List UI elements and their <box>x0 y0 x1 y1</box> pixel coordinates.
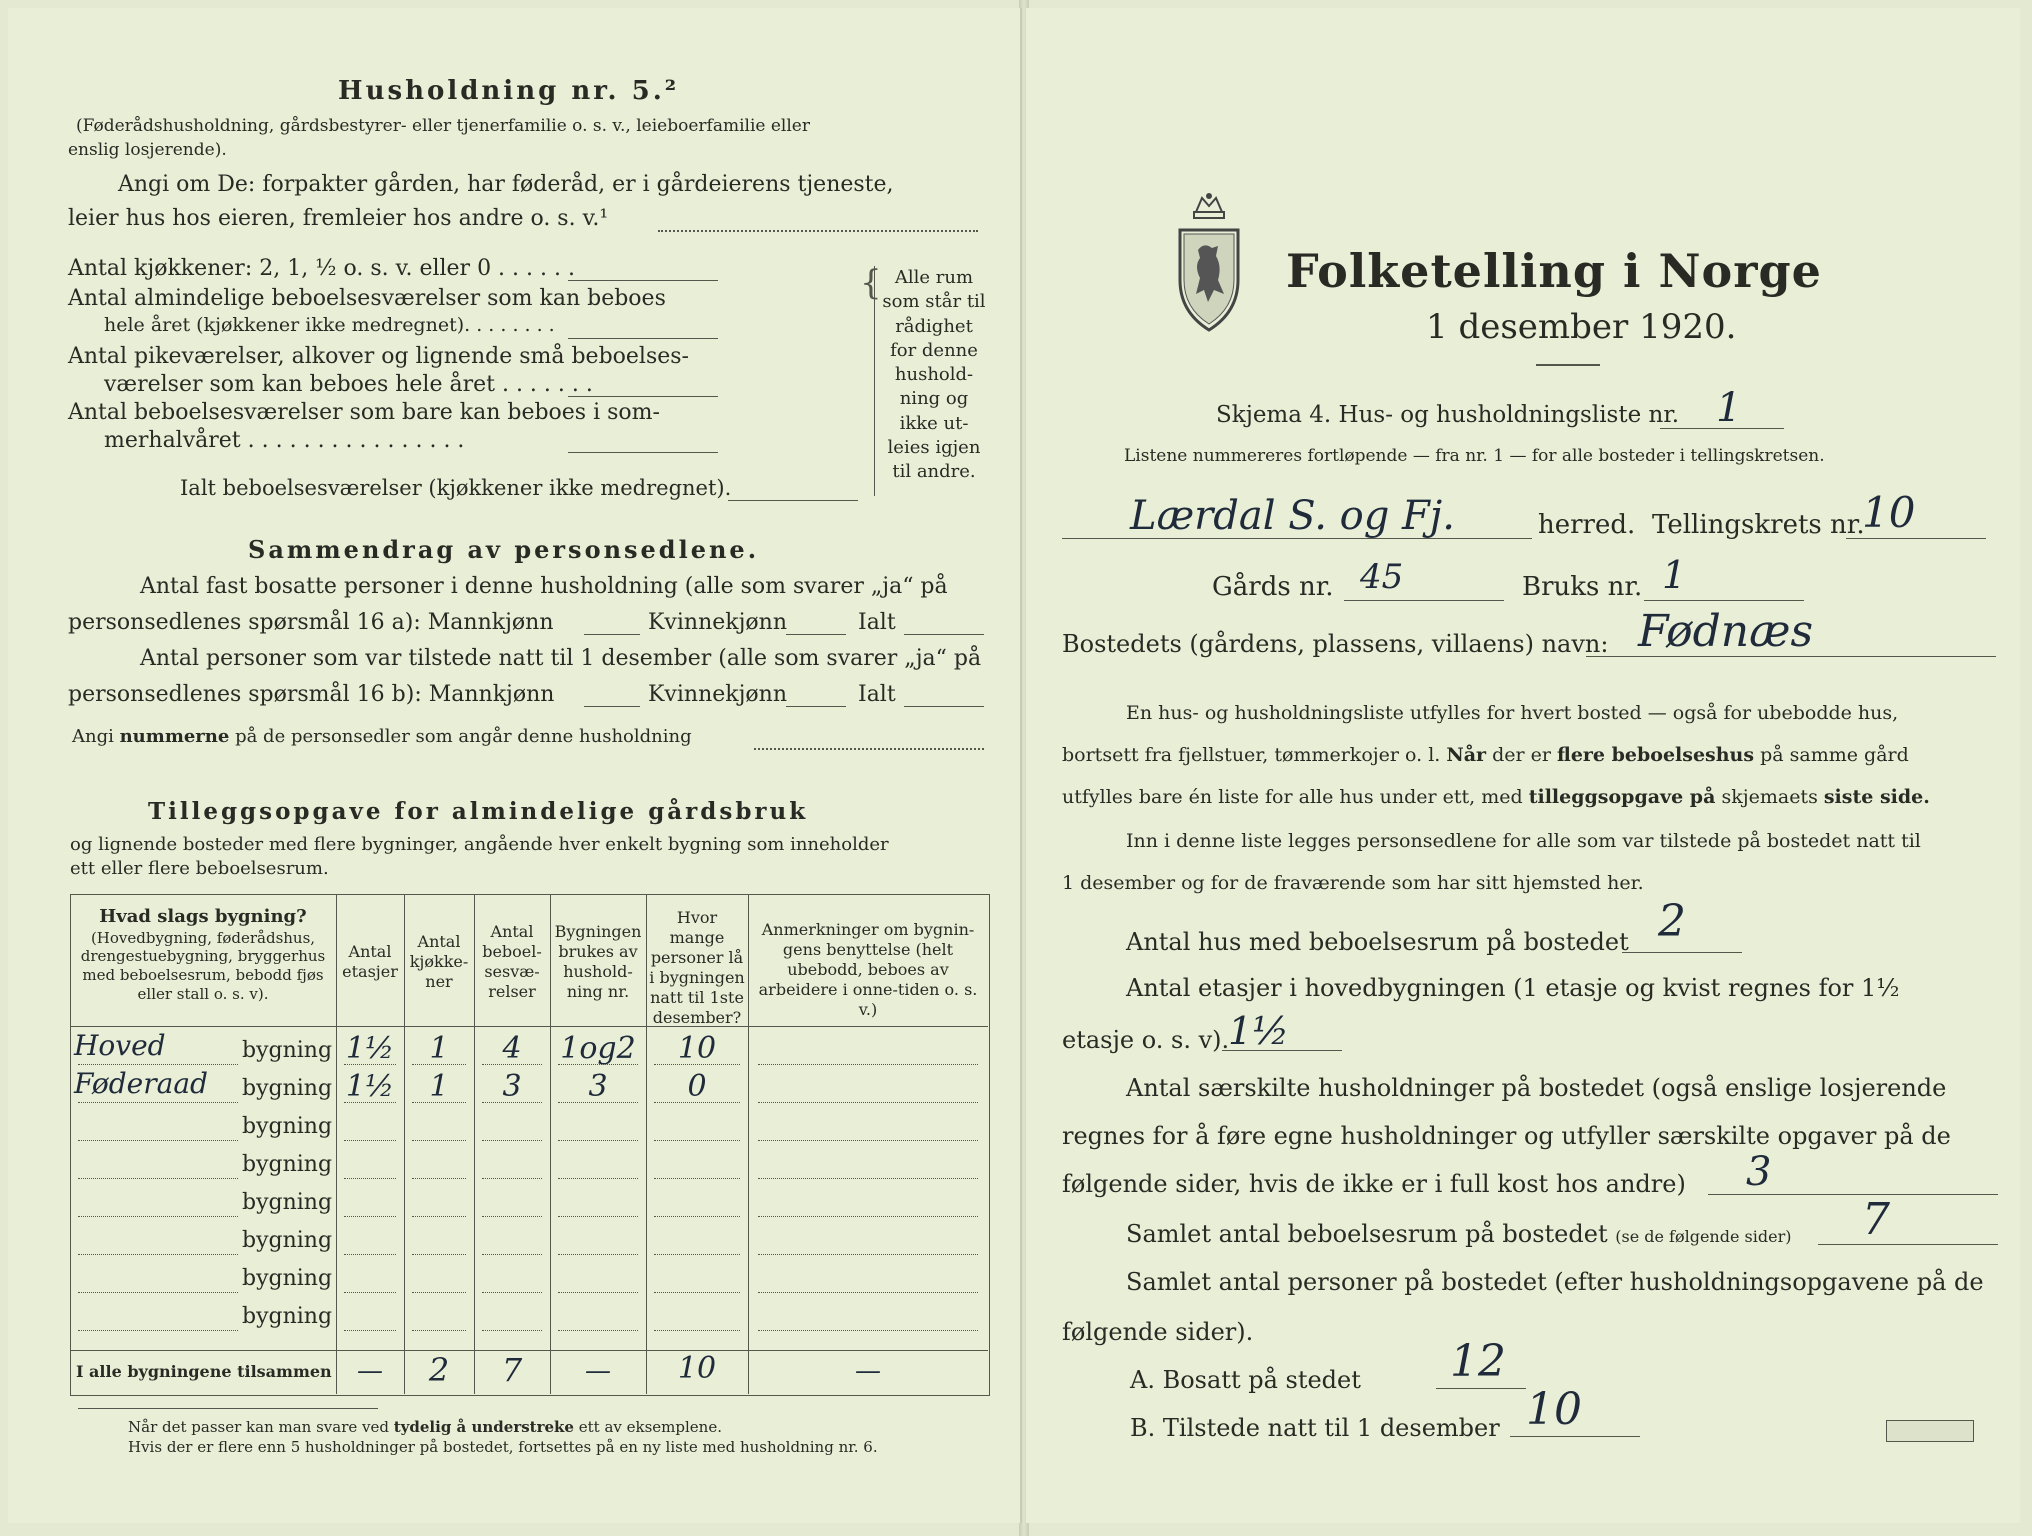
row-cell-personer: 0 <box>687 1069 707 1104</box>
footnote-2: Hvis der er flere enn 5 husholdninger på bostedet, fortsettes på en ny liste med husholdning nr. 6. <box>128 1438 878 1456</box>
col-header-remarks: Anmerkninger om bygnin-gens benyttelse (helt ubebodd, beboes av arbeidere i onne-tiden o. s. v.) <box>758 920 978 1019</box>
resident-total-label: Ialt <box>858 610 896 635</box>
rooms-small-1: Antal pikeværelser, alkover og lignende små beboelses- <box>68 344 689 369</box>
row-cell-etasjer: 1½ <box>345 1031 395 1066</box>
total-row-label: I alle bygningene tilsammen <box>76 1362 332 1381</box>
row-building-suffix: bygning <box>242 1304 333 1329</box>
rooms-summer-2: merhalvåret . . . . . . . . . . . . . . . . <box>104 428 465 453</box>
floors-line-2: etasje o. s. v). <box>1062 1026 1230 1054</box>
printer-stamp <box>1886 1420 1974 1442</box>
col-header-persons: Hvor mange personer lå i bygningen natt til 1ste desember? <box>649 908 745 1027</box>
gards-value: 45 <box>1360 557 1404 597</box>
total-household: — <box>585 1356 611 1386</box>
present-total-label: Ialt <box>858 682 896 707</box>
houses-label: Antal hus med beboelsesrum på bostedet <box>1126 928 1629 956</box>
supplement-line-2: ett eller flere beboelsesrum. <box>70 858 329 879</box>
col-header-household: Bygningen brukes av hushold-ning nr. <box>554 922 642 1001</box>
para1-line-2: bortsett fra fjellstuer, tømmerkojer o. l. Når der er flere beboelseshus på samme gård <box>1062 744 1909 766</box>
row-cell-vaerelser: 3 <box>502 1069 522 1104</box>
row-building-suffix: bygning <box>242 1228 333 1253</box>
present-line-2: personsedlenes spørsmål 16 b): Mannkjønn <box>68 682 555 707</box>
col-header-kitchens: Antal kjøkke-ner <box>409 932 469 991</box>
para2-line-1: Inn i denne liste legges personsedlene for alle som var tilstede på bostedet natt til <box>1126 830 1921 852</box>
col-header-floors: Antal etasjer <box>342 942 398 981</box>
herred-value: Lærdal S. og Fj. <box>1130 493 1455 539</box>
col-header-building: Hvad slags bygning? (Hovedbygning, føderådshus, drengestuebygning, bryggerhus med beboelsesrum, bebodd fjøs eller stall o. s. v). <box>80 906 326 1003</box>
row-building-suffix: bygning <box>242 1190 333 1215</box>
bruks-label: Bruks nr. <box>1522 572 1643 602</box>
row-building-suffix: bygning <box>242 1114 333 1139</box>
resident-a-label: A. Bosatt på stedet <box>1130 1366 1361 1394</box>
total-floors: — <box>357 1356 383 1386</box>
row-building-suffix: bygning <box>242 1076 333 1101</box>
row-cell-vaerelser: 4 <box>502 1031 522 1066</box>
tellingskrets-label: Tellingskrets nr. <box>1652 510 1865 540</box>
present-line-1: Antal personer som var tilstede natt til 1 desember (alle som svarer „ja“ på <box>140 646 982 671</box>
total-rooms: 7 <box>501 1351 523 1389</box>
rooms-summer-1: Antal beboelsesværelser som bare kan beboes i som- <box>68 400 660 425</box>
row-cell-hushold: 1og2 <box>560 1031 636 1066</box>
floors-value: 1½ <box>1228 1009 1290 1053</box>
coat-of-arms-icon <box>1174 190 1244 340</box>
households-value: 3 <box>1746 1149 1772 1195</box>
angi-line-2: leier hus hos eieren, fremleier hos andre o. s. v.¹ <box>68 206 609 231</box>
present-b-label: B. Tilstede natt til 1 desember <box>1130 1414 1500 1442</box>
supplement-title: Tilleggsopgave for almindelige gårdsbruk <box>148 798 809 825</box>
tellingskrets-value: 10 <box>1862 488 1916 537</box>
present-b-value: 10 <box>1526 1384 1582 1435</box>
para2-line-2: 1 desember og for de fraværende som har sitt hjemsted her. <box>1062 872 1644 894</box>
resident-line-2: personsedlenes spørsmål 16 a): Mannkjønn <box>68 610 554 635</box>
persons-line-1: Samlet antal personer på bostedet (efter husholdningsopgavene på de <box>1126 1268 1984 1296</box>
row-cell-kjokken: 1 <box>429 1069 449 1104</box>
summary-title: Sammendrag av personsedlene. <box>248 535 760 564</box>
floors-line-1: Antal etasjer i hovedbygningen (1 etasje og kvist regnes for 1½ <box>1126 974 1900 1002</box>
resident-female-label: Kvinnekjønn <box>648 610 787 635</box>
houses-value: 2 <box>1658 896 1686 947</box>
resident-line-1: Antal fast bosatte personer i denne husholdning (alle som svarer „ja“ på <box>140 574 948 599</box>
persons-line-2: følgende sider). <box>1062 1318 1254 1346</box>
row-cell-etasjer: 1½ <box>345 1069 395 1104</box>
census-title: Folketelling i Norge <box>1286 244 1822 298</box>
left-page: Husholdning nr. 5.² (Føderådshusholdning, gårdsbestyrer- eller tjenerfamilie o. s. v., leieboerfamilie eller enslig losjerende). Angi om De: forpakter gården, har føderåd, er i gårdeierens tjeneste, leier hus hos eieren, fremleier hos andre o. s. v.¹ Antal kjøkkener: 2, 1, ½ o. s. v. eller 0 . . . . . . Antal almindelige beboelsesværelser som kan beboes hele året (kjøkkener ikke medregnet). . . . . . . . Antal pikeværelser, alkover og lignende små beboelses- værelser som kan beboes hele året . . . . . . . Antal beboelsesværelser som bare kan beboes i som- merhalvåret . . . . . . . . . . . . . . . . Ialt beboelsesværelser (kjøkkener ikke medregnet). { Alle rum som står til rådighet for denne hushold- ning og ikke ut- leies igjen til andre. Sammendrag av personsedlene. Antal fast bosatte personer i denne husholdning (alle som svarer „ja“ på personsedlenes spørsmål 16 a): Mannkjønn Kvinnekjønn Ialt Antal personer som var tilstede natt til 1 desember (alle som svarer „ja“ på personsedlenes spørsmål 16 b): Mannkjønn Kvinnekjønn Ialt Angi nummerne på de personsedler som angår denne husholdning Tilleggsopgave for almindelige gårdsbruk og lignende bosteder med flere bygninger, angående hver enkelt bygning som inneholder ett eller flere beboelsesrum. Hvad slags bygning? (Hovedbygning, føderådshus, drengestuebygning, bryggerhus med beboelsesrum, bebodd fjøs eller stall o. s. v). Antal etasjer Antal kjøkke-ner Antal beboel-sesvæ-relser Bygningen brukes av hushold-ning nr. Hvor mange personer lå i bygningen natt til 1ste desember? Anmerkninger om bygnin-gens benyttelse (helt ubebodd, beboes av arbeidere i onne-tiden o. s. v.) Hoved bygning 1½ 1 4 1og2 10 Føderaad bygning 1½ 1 3 3 0 bygning bygning bygning bygning bygning bygning I alle bygningene tilsammen — 2 7 — 10 — Når det passer kan man svare ved tydelig å understreke ett av eksemplene. Hvis der er flere enn 5 husholdninger på bostedet, fortsettes på en ny liste med husholdning nr. 6. <box>8 8 1022 1523</box>
row-cell-hushold: 3 <box>588 1069 608 1104</box>
schema-line: Skjema 4. Hus- og husholdningsliste nr. <box>1216 402 1680 428</box>
bosted-value: Fødnæs <box>1638 606 1814 657</box>
row-building-suffix: bygning <box>242 1266 333 1291</box>
present-female-label: Kvinnekjønn <box>648 682 787 707</box>
angi-line-1: Angi om De: forpakter gården, har føderåd, er i gårdeierens tjeneste, <box>118 172 894 197</box>
total-remarks: — <box>855 1356 881 1386</box>
footnote-1: Når det passer kan man svare ved tydelig å understreke ett av eksemplene. <box>128 1418 722 1436</box>
right-page <box>1026 8 2020 1523</box>
row-building-suffix: bygning <box>242 1038 333 1063</box>
resident-a-value: 12 <box>1450 1336 1506 1387</box>
herred-label: herred. <box>1538 510 1636 540</box>
row-cell-kjokken: 1 <box>429 1031 449 1066</box>
para1-line-1: En hus- og husholdningsliste utfylles for hvert bosted — også for ubebodde hus, <box>1126 702 1899 724</box>
bosted-label: Bostedets (gårdens, plassens, villaens) navn: <box>1062 630 1609 658</box>
intro-line-2: enslig losjerende). <box>68 140 227 160</box>
households-line-3: følgende sider, hvis de ikke er i full kost hos andre) <box>1062 1170 1686 1198</box>
total-persons: 10 <box>677 1351 717 1386</box>
rooms-small-2: værelser som kan beboes hele året . . . . . . . <box>104 372 593 397</box>
rooms-kitchens: Antal kjøkkener: 2, 1, ½ o. s. v. eller 0 . . . . . . <box>68 256 575 281</box>
household-title: Husholdning nr. 5.² <box>338 76 680 106</box>
row-cell-personer: 10 <box>677 1031 717 1066</box>
households-line-1: Antal særskilte husholdninger på bostedet (også enslige losjerende <box>1126 1074 1947 1102</box>
census-date: 1 desember 1920. <box>1426 307 1737 347</box>
para1-line-3: utfylles bare én liste for alle hus under ett, med tilleggsopgave på skjemaets siste side. <box>1062 786 1930 808</box>
total-kitchens: 2 <box>428 1351 450 1389</box>
rooms-total-value: 7 <box>1862 1194 1890 1245</box>
bruks-value: 1 <box>1662 553 1687 597</box>
intro-line-1: (Føderådshusholdning, gårdsbestyrer- eller tjenerfamilie o. s. v., leieboerfamilie eller <box>76 116 810 136</box>
rooms-total-line: Samlet antal beboelsesrum på bostedet (se de følgende sider) <box>1126 1220 1792 1248</box>
rooms-side-note: Alle rum som står til rådighet for denne hushold- ning og ikke ut- leies igjen til andre. <box>882 267 986 483</box>
row-building-name: Føderaad <box>74 1067 208 1100</box>
row-building-name: Hoved <box>74 1029 166 1062</box>
households-line-2: regnes for å føre egne husholdninger og utfyller særskilte opgaver på de <box>1062 1122 1951 1150</box>
rooms-ordinary-1: Antal almindelige beboelsesværelser som kan beboes <box>68 286 666 311</box>
gards-label: Gårds nr. <box>1212 572 1334 602</box>
list-number: 1 <box>1716 385 1742 431</box>
rooms-ordinary-2: hele året (kjøkkener ikke medregnet). . . . . . . . <box>104 314 555 336</box>
row-building-suffix: bygning <box>242 1152 333 1177</box>
person-numbers-line: Angi nummerne på de personsedler som angår denne husholdning <box>72 726 692 747</box>
col-header-rooms: Antal beboel-sesvæ-relser <box>482 922 542 1001</box>
numbering-note: Listene nummereres fortløpende — fra nr. 1 — for alle bosteder i tellingskretsen. <box>1124 446 1825 466</box>
supplement-line-1: og lignende bosteder med flere bygninger, angående hver enkelt bygning som inneholder <box>70 834 889 855</box>
rooms-total: Ialt beboelsesværelser (kjøkkener ikke medregnet). <box>180 476 732 500</box>
